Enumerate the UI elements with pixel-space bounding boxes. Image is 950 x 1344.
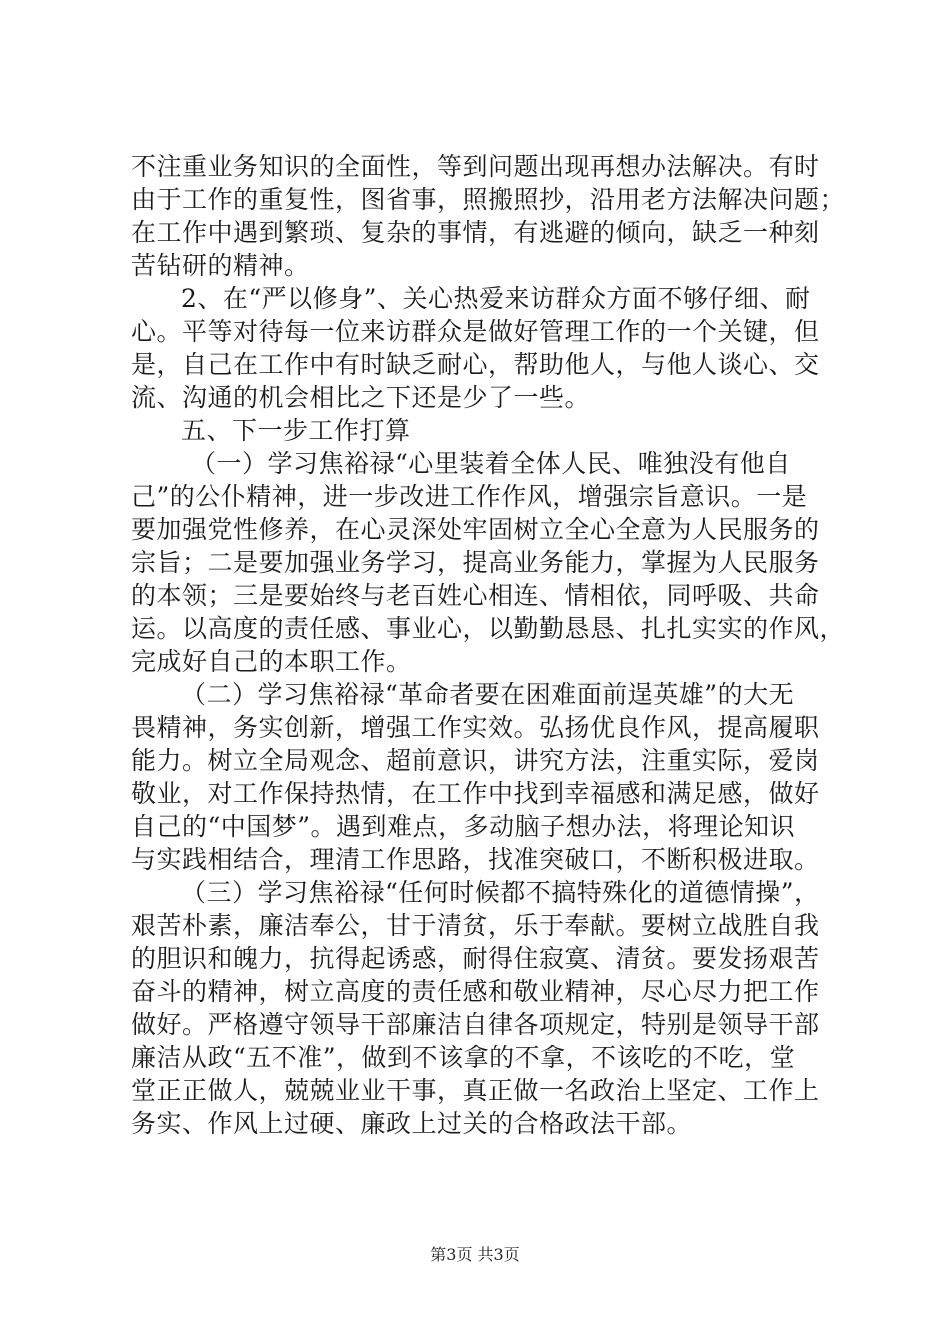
paragraph-start-line: 2、在“严以修身”、关心热爱来访群众方面不够仔细、耐 — [181, 284, 811, 313]
page-number: 第3页 共3页 — [430, 1245, 520, 1264]
body-line: 己”的公仆精神，进一步改进工作作风，增强宗旨意识。一是 — [131, 482, 808, 511]
body-line: 艰苦朴素，廉洁奉公，甘于清贫，乐于奉献。要树立战胜自我 — [131, 911, 820, 940]
section-heading: 五、下一步工作打算 — [181, 416, 411, 445]
body-line: 务实、作风上过硬、廉政上过关的合格政法干部。 — [131, 1109, 693, 1138]
body-line: 由于工作的重复性，图省事，照搬照抄，沿用老方法解决问题； — [131, 185, 846, 214]
page-footer — [0, 1245, 950, 1265]
body-line: 与实践相结合，理清工作思路，找准突破口，不断积极进取。 — [131, 845, 820, 874]
body-line: 要加强党性修养，在心灵深处牢固树立全心全意为人民服务的 — [131, 515, 820, 544]
body-line: 畏精神，务实创新，增强工作实效。弘扬优良作风，提高履职 — [131, 713, 820, 742]
body-line: 完成好自己的本职工作。 — [131, 647, 412, 676]
body-line: 流、沟通的机会相比之下还是少了一些。 — [131, 383, 591, 412]
paragraph-start-line: （三）学习焦裕禄“任何时候都不搞特殊化的道德情操”， — [181, 878, 820, 907]
body-line: 是，自己在工作中有时缺乏耐心，帮助他人，与他人谈心、交 — [131, 350, 820, 379]
body-line: 能力。树立全局观念、超前意识，讲究方法，注重实际，爱岗 — [131, 746, 820, 775]
body-line: 堂正正做人，兢兢业业干事，真正做一名政治上坚定、工作上 — [131, 1076, 820, 1105]
body-line: 奋斗的精神，树立高度的责任感和敬业精神，尽心尽力把工作 — [131, 977, 820, 1006]
paragraph-start-line: （一）学习焦裕禄“心里装着全体人民、唯独没有他自 — [191, 449, 791, 478]
document-body — [131, 150, 846, 1140]
body-line: 的本领；三是要始终与老百姓心相连、情相依，同呼吸、共命 — [131, 581, 820, 610]
body-line: 做好。严格遵守领导干部廉洁自律各项规定，特别是领导干部 — [131, 1010, 820, 1039]
body-line: 宗旨；二是要加强业务学习，提高业务能力，掌握为人民服务 — [131, 548, 820, 577]
body-line: 运。以高度的责任感、事业心，以勤勤恳恳、扎扎实实的作风， — [131, 614, 846, 643]
body-line: 自己的“中国梦”。遇到难点，多动脑子想办法，将理论知识 — [131, 812, 796, 841]
body-line: 苦钻研的精神。 — [131, 251, 310, 280]
body-line: 廉洁从政“五不准”，做到不该拿的不拿，不该吃的不吃，堂 — [131, 1043, 796, 1072]
body-line: 心。平等对待每一位来访群众是做好管理工作的一个关键，但 — [131, 317, 820, 346]
body-line: 不注重业务知识的全面性，等到问题出现再想办法解决。有时 — [131, 152, 820, 181]
body-line: 敬业，对工作保持热情，在工作中找到幸福感和满足感，做好 — [131, 779, 820, 808]
body-line: 的胆识和魄力，抗得起诱惑，耐得住寂寞、清贫。要发扬艰苦 — [131, 944, 820, 973]
paragraph-start-line: （二）学习焦裕禄“革命者要在困难面前逞英雄”的大无 — [181, 680, 795, 709]
body-line: 在工作中遇到繁琐、复杂的事情，有逃避的倾向，缺乏一种刻 — [131, 218, 820, 247]
